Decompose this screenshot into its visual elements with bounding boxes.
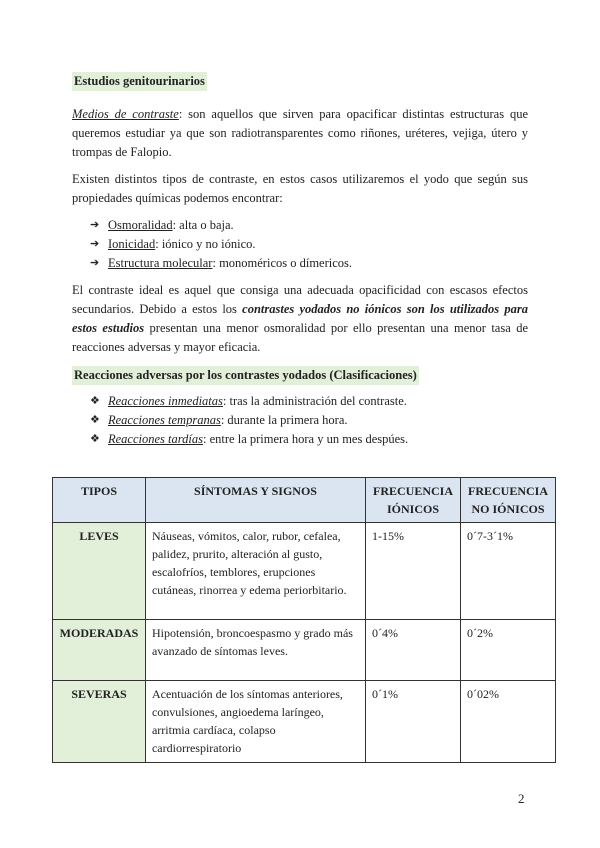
table-row [53,523,556,620]
list-item-term: Ionicidad [108,237,156,251]
diamond-bullet-icon: ❖ [90,395,100,407]
types-paragraph: Existen distintos tipos de contraste, en estos casos utilizaremos el yodo que según sus propiedades químicas podemos encontrar: [72,172,528,205]
properties-list [90,216,352,273]
list-item-term: Reacciones tempranas [108,413,221,427]
header-frecuencia-ionicos: FRECUENCIA IÓNICOS [366,478,461,523]
cell-ionicos: 0´1% [366,681,461,763]
list-item [90,411,408,430]
cell-sintomas: Acentuación de los síntomas anteriores, convulsiones, angioedema laríngeo, arritmia cardíaca, colapso cardiorrespiratorio [145,681,365,763]
cell-no-ionicos: 0´2% [461,620,556,681]
list-item-text: : alta o baja. [172,218,234,232]
table-row [53,620,556,681]
list-item [90,392,408,411]
intro-text: : son aquellos que sirven para opacificar distintas estructuras que queremos estudiar ya que son radiotransparentes como riñones, uréteres, vejiga, útero y trompas de Falopio. [72,107,528,159]
list-item [90,430,408,449]
list-item-text: : entre la primera hora y un mes despúes. [203,432,409,446]
cell-tipo: SEVERAS [53,681,146,763]
list-item-text: : durante la primera hora. [220,413,348,427]
page-number: 2 [518,791,525,806]
ideal-text-post: presentan una menor osmoralidad por ello presentan una menor tasa de reacciones adversas y mayor eficacia. [72,321,528,354]
reactions-list [90,392,408,449]
diamond-bullet-icon: ❖ [90,433,100,445]
intro-term: Medios de contraste [72,107,179,121]
arrow-icon: ➔ [90,257,100,269]
table-row [53,681,556,763]
header-frecuencia-no-ionicos: FRECUENCIA NO IÓNICOS [461,478,556,523]
cell-ionicos: 0´4% [366,620,461,681]
cell-sintomas: Hipotensión, broncoespasmo y grado más avanzado de síntomas leves. [145,620,365,681]
list-item-term: Reacciones tardías [108,432,204,446]
list-item-term: Reacciones inmediatas [108,394,223,408]
list-item-term: Osmoralidad [108,218,173,232]
reactions-table [52,477,556,763]
ideal-text-pre: El contraste ideal es aquel que consiga una adecuada opacificidad con escasos efectos secundarios. Debido a estos los [72,283,528,316]
cell-tipo: MODERADAS [53,620,146,681]
cell-no-ionicos: 0´02% [461,681,556,763]
list-item-text: : monoméricos o dímericos. [212,256,353,270]
section-heading-reacciones: Reacciones adversas por los contrastes yodados (Clasificaciones) [72,366,419,385]
header-tipos: TIPOS [53,478,146,523]
table-header-row [53,478,556,523]
cell-tipo: LEVES [53,523,146,620]
list-item-text: : iónico y no iónico. [155,237,256,251]
cell-no-ionicos: 0´7-3´1% [461,523,556,620]
cell-sintomas: Náuseas, vómitos, calor, rubor, cefalea, palidez, prurito, alteración al gusto, escalofríos, temblores, erupciones cutáneas, rinorrea y edema periorbitario. [145,523,365,620]
header-sintomas: SÍNTOMAS Y SIGNOS [145,478,365,523]
cell-ionicos: 1-15% [366,523,461,620]
section-heading-genitourinarios: Estudios genitourinarios [72,72,207,91]
list-item [90,254,352,273]
ideal-text-emphasis: contrastes yodados no iónicos son los utilizados para estos estudios [72,302,528,335]
list-item [90,216,352,235]
arrow-icon: ➔ [90,238,100,250]
diamond-bullet-icon: ❖ [90,414,100,426]
list-item-text: : tras la administración del contraste. [222,394,407,408]
arrow-icon: ➔ [90,219,100,231]
intro-paragraph [72,105,528,162]
ideal-contrast-paragraph [72,281,528,357]
list-item-term: Estructura molecular [108,256,213,270]
list-item [90,235,352,254]
